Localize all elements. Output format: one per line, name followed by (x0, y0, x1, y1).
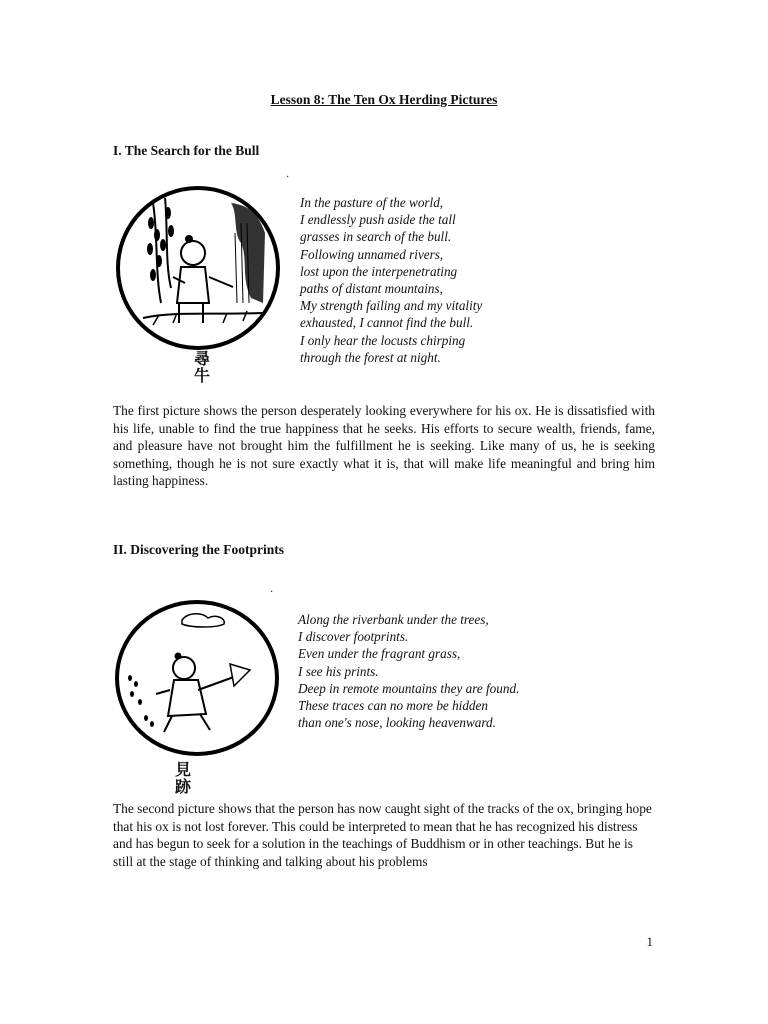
section-2-poem: Along the riverbank under the trees, I discover footprints. Even under the fragrant grass, I see his prints. Deep in remote mountains they are found. These traces can no more be hidden than one's nose, looking heavenward. (298, 612, 520, 731)
section-1-heading: I. The Search for the Bull (113, 143, 260, 158)
stray-mark: · (286, 172, 290, 183)
section-1-poem: In the pasture of the world, I endlessly push aside the tall grasses in search of the bull. Following unnamed rivers, lost upon the interpenetrating paths of distant mountains, My strength failing and my vitality exhausted, I cannot find the bull. I only hear the locusts chirping through the forest at night. (300, 195, 483, 365)
search-for-bull-illustration (113, 183, 283, 353)
caption-glyph: 牛 (194, 366, 211, 385)
stray-mark: · (270, 587, 274, 598)
section-1-caption (194, 350, 210, 384)
section-2-caption (175, 761, 191, 795)
caption-glyph: 跡 (175, 777, 192, 796)
section-2-heading: II. Discovering the Footprints (113, 542, 284, 557)
caption-glyph: 見 (175, 760, 192, 779)
footprints-illustration (112, 598, 282, 758)
page-number: 1 (646, 934, 653, 949)
lesson-title: Lesson 8: The Ten Ox Herding Pictures (270, 92, 498, 107)
section-2-paragraph: The second picture shows that the person has now caught sight of the tracks of the ox, bringing hope that his ox is not lost forever. This could be interpreted to mean that he has recognized his distress and has begun to seek for a solution in the teachings of Buddhism or in other teachings. But he is still at the stage of thinking and talking about his problems (113, 801, 652, 869)
caption-glyph: 尋 (194, 349, 211, 368)
section-1-paragraph: The first picture shows the person desperately looking everywhere for his ox. He is dissatisfied with his life, unable to find the true happiness that he seeks. His efforts to secure wealth, friends, fame, and pleasure have not brought him the fulfillment he is seeking. Like many of us, he is seeking something, though he is not sure exactly what it is, that will make life meaningful and bring him lasting happiness. (113, 403, 655, 489)
